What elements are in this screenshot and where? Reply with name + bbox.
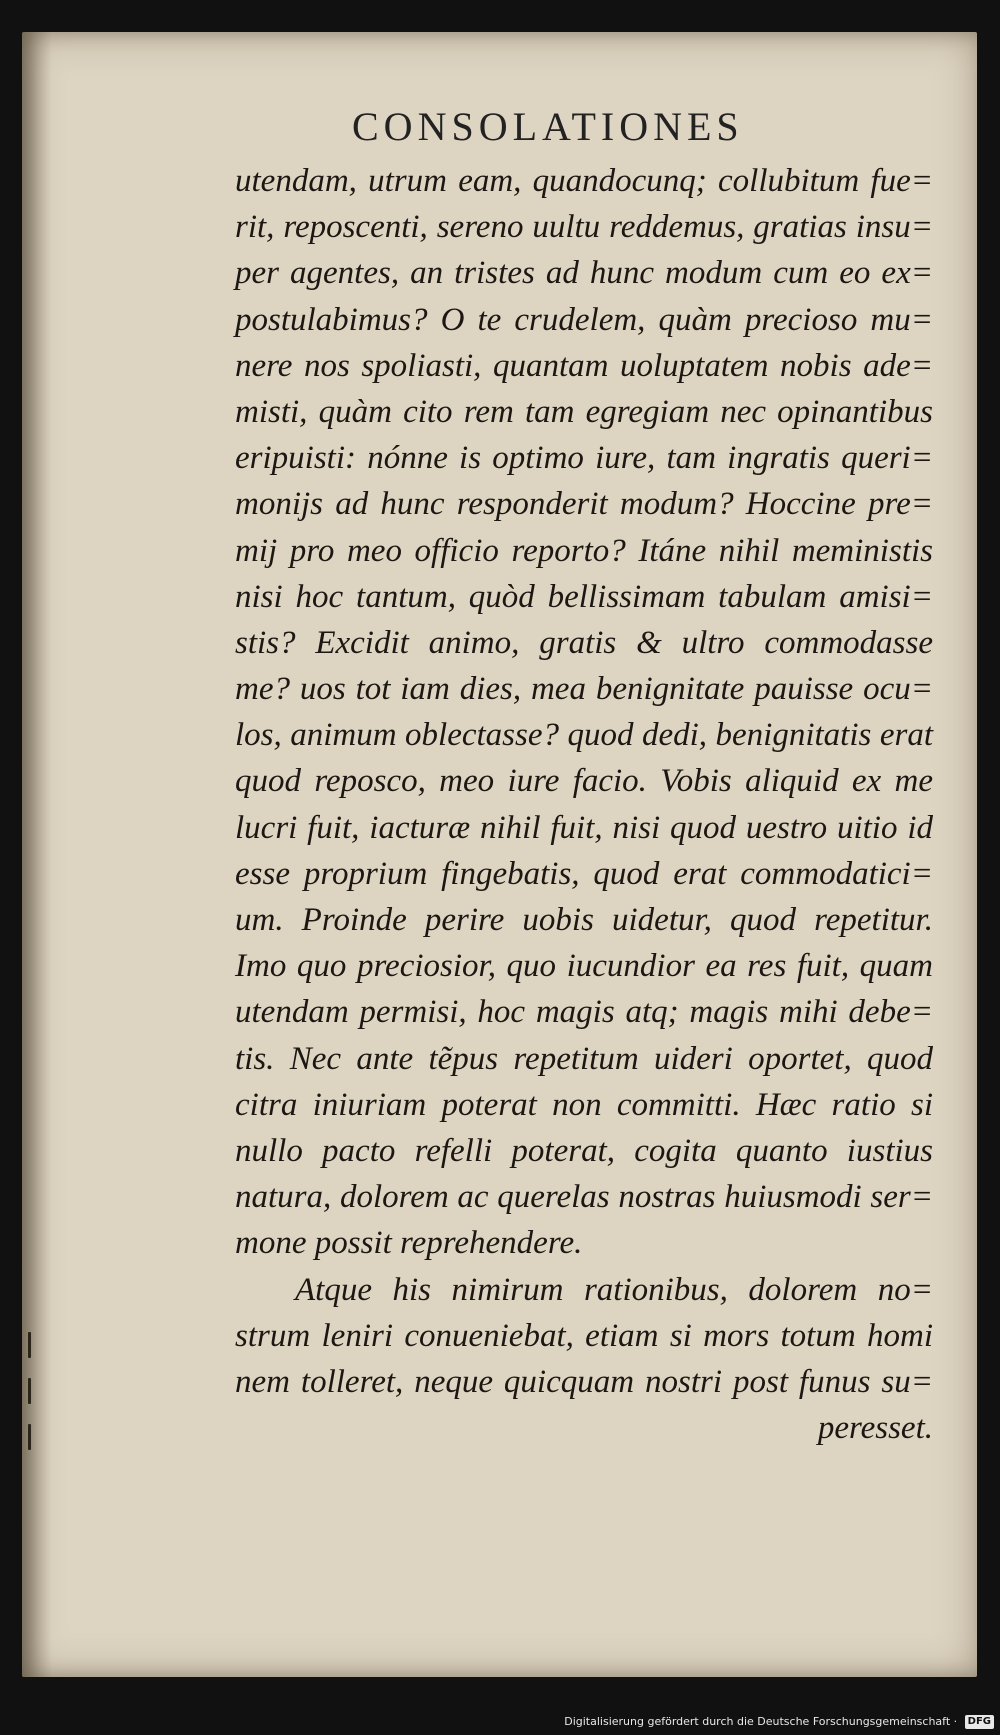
text-line: eripuisti: nónne is optimo iure, tam ingratis queri= (235, 440, 933, 477)
catchword-line: peresset. (817, 1410, 933, 1447)
text-line: stis? Excidit animo, gratis & ultro commodasse (235, 624, 933, 661)
edge-mark (28, 1332, 31, 1358)
text-line: natura, dolorem ac querelas nostras huiusmodi ser= (235, 1179, 933, 1216)
text-line: strum leniri conueniebat, etiam si mors totum homi (235, 1317, 933, 1354)
text-line: tis. Nec ante tẽpus repetitum uideri oportet, quod (235, 1040, 933, 1077)
text-line: misti, quàm cito rem tam egregiam nec opinantibus (235, 393, 933, 430)
page-edge-marks (28, 1332, 34, 1442)
running-head: CONSOLATIONES (352, 104, 744, 149)
text-line: citra iniuriam poterat non committi. Hæc ratio si (235, 1086, 933, 1123)
text-line: nisi hoc tantum, quòd bellissimam tabulam amisi= (235, 578, 933, 615)
text-line: los, animum oblectasse? quod dedi, benignitatis erat (235, 717, 933, 754)
text-line: utendam permisi, hoc magis atq; magis mihi debe= (235, 994, 933, 1031)
text-line: Imo quo preciosior, quo iucundior ea res fuit, quam (235, 948, 933, 985)
paragraph-end-line: mone possit reprehendere. (235, 1225, 583, 1262)
text-line: utendam, utrum eam, quandocunq; collubitum fue= (235, 163, 933, 199)
text-line: um. Proinde perire uobis uidetur, quod repetitur. (235, 902, 933, 938)
page-gutter-shadow (22, 32, 52, 1677)
page-body-text (235, 158, 933, 1451)
text-line: rit, reposcenti, sereno uultu reddemus, gratias insu= (235, 209, 933, 246)
text-line: quod reposco, meo iure facio. Vobis aliquid ex me (235, 763, 933, 800)
text-line: lucri fuit, iacturæ nihil fuit, nisi quod uestro uitio id (235, 809, 933, 846)
text-line: per agentes, an tristes ad hunc modum cum eo ex= (235, 255, 933, 292)
text-line: monijs ad hunc responderit modum? Hoccine pre= (235, 486, 933, 523)
text-line: nullo pacto refelli poterat, cogita quanto iustius (235, 1132, 933, 1169)
text-line: nem tolleret, neque quicquam nostri post funus su= (235, 1363, 933, 1400)
edge-mark (28, 1378, 31, 1404)
text-line: nere nos spoliasti, quantam uoluptatem nobis ade= (235, 347, 933, 384)
text-line: mij pro meo officio reporto? Itáne nihil meministis (235, 532, 933, 569)
footer-text: Digitalisierung gefördert durch die Deutsche Forschungsgemeinschaft · (564, 1715, 958, 1728)
text-line: esse proprium fingebatis, quod erat commodatici= (235, 855, 933, 892)
text-line: me? uos tot iam dies, mea benignitate pauisse ocu= (235, 671, 933, 708)
dfg-logo: DFG (965, 1715, 994, 1729)
edge-mark (28, 1424, 31, 1450)
digitization-footer (564, 1713, 994, 1731)
text-line: postulabimus? O te crudelem, quàm precioso mu= (235, 301, 933, 338)
paragraph-indent-line: Atque his nimirum rationibus, dolorem no= (295, 1271, 933, 1308)
